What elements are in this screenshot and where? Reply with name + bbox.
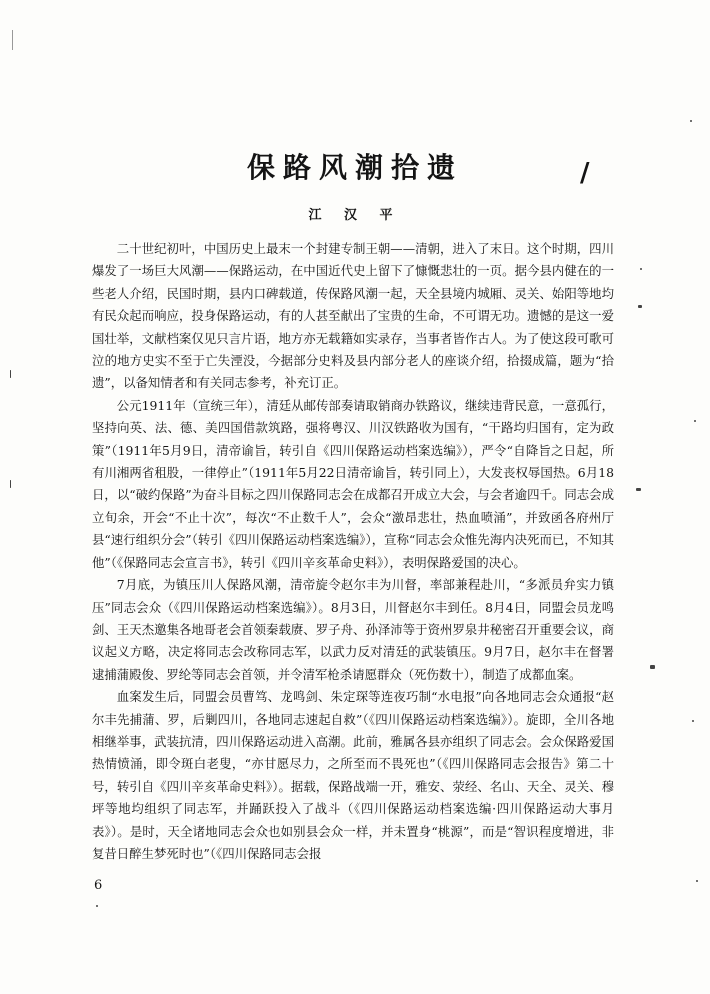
scan-speck: [696, 880, 698, 882]
article-body: [92, 238, 614, 865]
article-author: 江 汉 平: [308, 208, 402, 223]
scan-speck: [690, 120, 692, 122]
paragraph-july: 7月底，为镇压川人保路风潮，清帝旋令赵尔丰为川督，率部兼程赴川，“多派员弁实力镇压”同志会众（《四川保路运动档案选编》）。8月3日，川督赵尔丰到任。8月4日，同盟会员龙鸣剑、王天杰邀集各地哥老会首领秦载赓、罗子舟、孙泽沛等于资州罗泉井秘密召开重要会议，商议起义方略，决定将同志会改称同志军，以武力反对清廷的武装镇压。9月7日，赵尔丰在督署逮捕蒲殿俊、罗纶等同志会首领，并令清军枪杀请愿群众（死伤数十），制造了成都血案。: [92, 577, 614, 682]
article-title: 保路风潮拾遗: [246, 151, 463, 184]
scan-speck: [636, 488, 641, 491]
scan-speck: [10, 480, 11, 488]
margin-slash-mark: /: [580, 158, 590, 188]
scan-speck: [692, 720, 694, 722]
paragraph-bloodshed: 血案发生后，同盟会员曹笃、龙鸣剑、朱定琛等连夜巧制“水电报”向各地同志会众通报“赵尔丰先捕蒲、罗，后剿四川，各地同志速起自救”（《四川保路运动档案选编》）。旋即，全川各地相继举事，武装抗清，四川保路运动进入高潮。此前，雅属各县亦组织了同志会。会众保路爱国热情愤涌，即令斑白老叟，“亦甘愿尽力，之所至而不畏死也”（《四川保路同志会报告》第二十号，转引自《四川辛亥革命史料》）。据载，保路战端一开，雅安、荥经、名山、天全、灵关、穆坪等地均组织了同志军，并踊跃投入了战斗（《四川保路运动档案选编·四川保路运动大事月表》）。是时，天全诸地同志会众也如别县会众一样，并未置身“桃源”，而是“智识程度增进，非复昔日醉生梦死时也”（《四川保路同志会报: [92, 689, 614, 861]
scan-speck: [640, 268, 642, 270]
scan-speck: [694, 420, 696, 422]
paragraph-1911: 公元1911年（宣统三年），清廷从邮传部奏请取销商办铁路议，继续违背民意，一意孤行，坚持向英、法、德、美四国借款筑路，强将粤汉、川汉铁路收为国有，“干路均归国有，定为政策”（1911年5月9日，清帝谕旨，转引自《四川保路运动档案选编》），严令“自降旨之日起，所有川湘两省租股，一律停止”（1911年5月22日清帝谕旨，转引同上），大发丧权辱国热。6月18日，以“破约保路”为奋斗目标之四川保路同志会在成都召开成立大会，与会者逾四千。同志会成立旬余，开会“不止十次”，每次“不止数千人”，会众“激昂悲壮，热血喷涌”，并致函各府州厅县“速行组织分会”（转引《四川保路运动档案选编》），宣称“同志会众惟先海内决死而已，不知其他”（《保路同志会宣言书》，转引《四川辛亥革命史料》），表明保路爱国的决心。: [92, 397, 614, 570]
scan-speck: [638, 305, 642, 308]
page-number: 6: [94, 878, 103, 893]
scan-speck: [96, 905, 98, 907]
scan-edge-mark: [12, 30, 13, 50]
scan-speck: [10, 370, 11, 378]
paragraph-intro: 二十世纪初叶，中国历史上最末一个封建专制王朝——清朝，进入了末日。这个时期，四川爆发了一场巨大风潮——保路运动，在中国近代史上留下了慷慨悲壮的一页。据今县内健在的一些老人介绍，民国时期，县内口碑载道，传保路风潮一起，天全县境内城厢、灵关、始阳等地均有民众起而响应，投身保路运动，有的人甚至献出了宝贵的生命，不可谓无功。遗憾的是这一爱国壮举，文献档案仅见只言片语，地方亦无载籍如实录存，当事者皆作古人。为了使这段可歌可泣的地方史实不至于亡失湮没，今据部分史料及县内部分老人的座谈介绍，拾掇成篇，题为“拾遗”，以备知情者和有关同志参考，补充订正。: [92, 241, 614, 391]
scan-speck: [650, 665, 655, 669]
